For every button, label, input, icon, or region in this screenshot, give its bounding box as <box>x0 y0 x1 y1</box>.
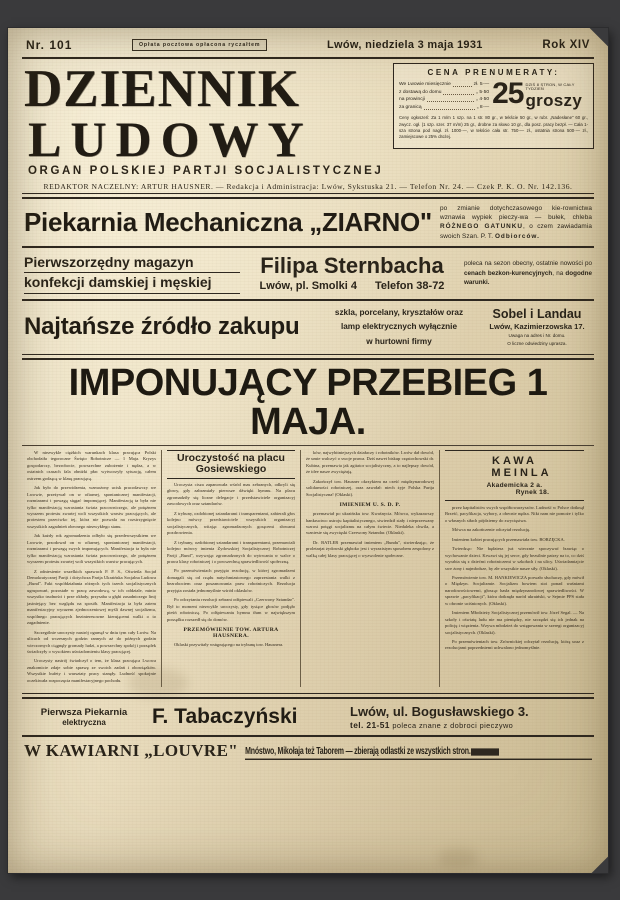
paper-smudge <box>438 848 478 868</box>
divider <box>22 693 594 699</box>
ad-sobel-name: Sobel i Landau <box>492 306 582 321</box>
subscription-rates-list <box>399 81 489 111</box>
ad-tabaczynski-phone: tel. 21-51 <box>350 720 390 731</box>
ad-kawa-line1: KAWA <box>492 454 537 467</box>
ad-sobel-goods: szkla, porcelany, kryształów oraz lamp elektrycznych wyłącznie w hurtowni firmy <box>334 307 464 346</box>
ad-sobel-note2: O liczne odwiedziny uprasza. <box>507 341 567 347</box>
paragraph: Przemówienie tow. M. HANKIEWICZA porwało słuchaczy, gdy mówił o Międzyn. Socjalizmie. Socjalizm bowiem stoi ponad waśniami narodowościowemi, głosząc hasła międzynarodowej sprawiedliwości. W sprawie „pacyfikacji", która dotknęła naród ukraiński, w Sejmie PPS stała w obronie uciśnionych. (Oklaski). <box>445 574 584 606</box>
ad-sobel-landau[interactable] <box>22 303 594 352</box>
paragraph: W niezwykle ciężkich warunkach klasa pracująca Polski obchodziła tegoroczne Święto Robotnicze — 1 Maja. Kryzys gospodarczy, bezrobocie, powszechne zubożenie i nędza, a w ostatnich czasach fala obniżki płac wytworzyły sytuację, całem ostrzem godzącą w klasę pracującą. <box>27 449 156 481</box>
ad-kawa-address1: Akademicka 2 a. <box>486 481 543 489</box>
article-column-4 <box>439 450 589 687</box>
ad-sternbach-address: Lwów, pl. Smolki 4 <box>259 279 357 292</box>
ad-kawa-line2: MEINLA <box>491 466 552 479</box>
paragraph: przez kapitalistów swych współtowarzyszów. Ludność w Polsce dotknął Brześć, pacyfikacja, wybory, a obecnie nędza. Nikt nam nie pomoże i tylko o własnych siłach pójdziemy do zwycięstwa. <box>445 504 584 523</box>
paragraph: Jak każdy rok zgromadzenia odbyło się przedewszystkiem we Lwowie, przodował on w ofiarnej, spontanicznej manifestacji, rozmiarami i powagą swych imponujących. Manifestacja ta była nie tylko manifestacją wzrastania świata pracowniczego, ale potężnem wyrazem protestu zwartej woli wszystkich warstw pracujących. <box>27 533 156 565</box>
paragraph: Imieniem kobiet pracujących przemawiała tow. BORZĘCKA. <box>452 536 565 542</box>
ink-blot <box>471 748 499 755</box>
paragraph: ków, najwybitniejszych działaczy i robotników. Lwów dał dowód, że umie walczyć o swoje prawa. Dziś nawet biskup częstochowski dr. Kubina, przemawia jak agitator socjalistyczny, a to najlepszy dowód, że idee nasze zwyciężają. <box>306 449 434 475</box>
paragraph: Jak było do przewidzenia, wzmożony ucisk pracodawczy we Lwowie, przeżywał on w ofiarnej, spontanicznej manifestacji, rozmiarami i powagą sięgać imponującej. Manifestacją ta była nie tylko manifestacją wzrastania świata pracowniczego, ale potężnem wyrazem protestu zwartej woli wszystkich warstw pracujących, ale protestem przeciwko tej, która nie pozwala na rozstrzygnięcie wszystkich zagadnień obecnego niezwykłego stanu. <box>27 485 156 529</box>
article-columns <box>22 450 594 687</box>
ad-louvre-text: Mnóstwo, Mikołaja też Taborem — zbierają odlastki ze wszystkich stron. <box>245 747 592 760</box>
newspaper-title-line2: LUDOWY <box>28 110 313 167</box>
paragraph: Oklaski przywitały wstępującego na trybunę tow. Hausnera. <box>174 642 284 648</box>
article-column-3 <box>300 450 439 687</box>
ad-ziarno-text: po zmianie dotychczasowego kie-rownictwa wznawia wypiek pieczy-wa — bułek, chleba RÓŻNEGO GATUNKU, o czem zawiadamia swoich Szan. P. T. Odbiorców. <box>440 204 592 240</box>
newspaper-page <box>8 28 608 873</box>
paragraph: Z trybuny, ozdobionej sztandarami i transparentami, zabierali głos kolejno mówcy przedstawiciele wszystkich organizacyj socjalistycznych, witając zgromadzonych gorącemi słowami pozdrowienia. <box>167 510 295 536</box>
ad-sternbach[interactable] <box>22 250 594 297</box>
ad-tabaczynski-line2: elektryczna <box>62 718 106 728</box>
article-column-2 <box>161 450 300 687</box>
price-note: DZIŚ 8 STRON, W CAŁY TYDZIEŃ <box>525 82 575 91</box>
paragraph: przemawiał po ukraińsku tow. Kwaśnycia. Mówca, wykazawszy bankructwo ustroju kapitalistycznego, stwierdził stały i nieprzerwany wzrost potęgi socjalizmu na całym świecie. Niedaleka chwila, a wzniesie się zwycięski Czerwony Sztandar. (Oklaski). <box>306 511 434 536</box>
issue-number: Nr. 101 <box>26 38 73 52</box>
article-subhead-usdp: IMIENIEM U. S. D. P. <box>339 502 401 509</box>
ad-tabaczynski-left <box>24 707 144 728</box>
ad-louvre[interactable] <box>22 739 594 761</box>
ad-sternbach-line1: Pierwszorzędny magazyn <box>24 253 240 273</box>
ad-tabaczynski-tagline: poleca znane z dobroci pieczywo <box>392 721 514 731</box>
paragraph: Dr. BATLER przemawiał imieniem „Bundu", stwierdzając, że proletarjat żydowski głęboko jest i wyrazistym sposobem zespolony z walką całej klasy pracującej o wyzwolenie społeczne. <box>306 539 434 558</box>
ad-tabaczynski-address: Lwów, ul. Bogusławskiego 3. <box>350 704 529 720</box>
paragraph: Po przemówieniach przyjęto rezolucję, w której zgromadzeni domagali się od rządu natychmiastowego zaprzestania walki z bezrobociem oraz poszanowania praw robotniczych. Rezolucja przyjęta została jednomyślnie wśród oklasków. <box>167 568 295 593</box>
paragraph: Z odniesienie wszelkich sprawach P. P. S., Oświetla Socjał Demokratycznej Partji i dotychcza Partja Ukraińska Socjalna Ludowa „Bund". Fakt współdziałania różnych tych trzech socjalistycznych ugrupowań, pozostałe w pracę zawodową, w ich oddziale, minio wszystko trudności i prze okłady, przysaba u głębi zasadniczego linij jastniejący bez względu na sposób. Manifestacja ta była zatem manifestacyjny wyrazem zjednoczeniowej myśli dawnej socjalizmu, wspólnego pracujących bezinteresowne kierującemi walki o to zagadnienie. <box>27 568 156 626</box>
ad-louvre-title: W KAWIARNI „LOUVRE" <box>24 741 239 761</box>
dateline: Lwów, niedziela 3 maja 1931 <box>327 39 483 51</box>
paragraph: Uroczysty nastrój świadczył o tem, że klasa pracująca Lwowa znakomicie zdaje sobie sprawę ze swoich zadań i obowiązków. Wszystkie bufety i warsztaty pracy stanęły. Ludność spokojnie oczekiwała rozpoczęcia manifestacyjnego pochodu. <box>27 658 156 683</box>
ad-sternbach-line2: konfekcji damskiej i męskiej <box>24 273 240 293</box>
paragraph: Zakończył tow. Hausner okrzykiem na cześć międzynarodowej solidarności robotniczej, oraz zawołał: niech żyje Polska Partja Socjalistyczna! (Oklaski). <box>306 478 434 497</box>
advertising-rates-text: Ceny ogłoszeń: Za 1 m/m 1 szp. na 1 str. 80 gr., w tekście 50 gr., w rubr. „Nadesłane" 60 gr., zwycz. ogł. (1 szp. szer. 37 m/m) 25 gr., drobne za słowo 10 gr., dla posz. pracy bezpł. — Cała 1-sza strona pod nagł. zł. 1000·—, w tekście cała str. 750·— zł., ostatnia strona 500·— zł., zamiejscowe o 25% drożej. <box>399 115 588 140</box>
masthead <box>22 61 594 177</box>
price-number: 25 <box>492 77 524 110</box>
ad-tabaczynski[interactable] <box>22 701 594 733</box>
rate-row: za granicą „ 8·— <box>399 104 490 110</box>
divider <box>22 246 594 248</box>
single-copy-price <box>492 77 588 110</box>
paragraph: Uroczysta cisza zapanowała wśród mas zebranych, odkryli się głowy, gdy zabrzmiały pierwsze dźwięki hymnu. Na placu zgromadziły się liczne delegacje i przedstawiciele organizacyj zawodowych oraz sztandarów. <box>167 481 295 507</box>
paragraph: Twierdząc: Nie będziesz już wiecznie spoczywać łzawiąc o wychowanie dzieci. Krwawi się jej serce, gdy bezsilnie patrzy na to, co dziś wyrabia się z dziećmi robotniczemi w szkołach i na ulicy. Uświadamiajcie swe żony i najmłodsze, by złe wszystkie nasze siły. (Oklaski). <box>445 546 584 571</box>
ad-sternbach-left <box>24 253 240 294</box>
price-unit: groszy <box>525 91 583 110</box>
rate-row: We Lwowie miesięcznie zł. 5·— <box>399 82 490 87</box>
ad-sobel-contact <box>482 307 592 348</box>
ad-tabaczynski-name: F. Tabaczyński <box>152 705 298 729</box>
newspaper-title-line1: DZIENNIK <box>24 60 301 118</box>
divider <box>22 299 594 301</box>
ad-tabaczynski-right <box>350 704 592 730</box>
article-subhead-hausner: PRZEMÓWIENIE TOW. ARTURA HAUSNERA. <box>183 627 279 640</box>
ad-ziarno[interactable] <box>22 201 594 244</box>
paragraph: Mówca na zakończenie odczytał rezolucję. <box>452 527 531 533</box>
subscription-price-box <box>393 63 594 149</box>
paragraph: Szczególnie uroczysty nastrój ogarnął w dniu tym cały Lwów. Na ulicach od wczesnych godzin rannych aż do późnych godzin wieczornych ciągnęły gromady ludzi, a powszechny spokój i porządek świadczyły o wysokiem uświadomieniu klasy pracującej. <box>27 629 156 655</box>
ad-kawa-address2: Rynek 18. <box>515 488 550 496</box>
ad-sternbach-middle <box>247 252 457 292</box>
price-box-heading: CENA PRENUMERATY: <box>427 68 560 77</box>
ad-sobel-address: Lwów, Kazimierzowska 17. <box>489 321 585 331</box>
masthead-topbar <box>22 38 594 55</box>
divider <box>22 354 594 360</box>
paragraph: Z trybuny, ozdobionej sztandarami i transparentami, przemawiali kolejno mówcy imienia Żydowskiej Socjalistycznej Robotniczej Partji „Bund", wzywając zgromadzonych do wytrwania w walce o prawa klasy robotniczej i o powszechną sprawiedliwość społeczną. <box>167 539 295 564</box>
ad-sobel-note1: Uwaga na adres i Nr. domu. <box>508 332 566 338</box>
divider <box>22 57 594 59</box>
paragraph: Po przemówieniach tow. Zrównickiej odczytał rezolucję, którą uraz z rezolucjami poprzedniemi uchwalono jednomyślnie. <box>445 639 584 651</box>
ad-sternbach-name: Filipa Sternbacha <box>260 252 444 278</box>
volume-year: Rok XIV <box>542 39 590 51</box>
main-headline: IMPONUJĄCY PRZEBIEG 1 MAJA. <box>68 361 548 444</box>
article-column-1 <box>22 450 161 687</box>
article-subhead-gosiewski: Uroczystość na placu Gosiewskiego <box>167 450 295 479</box>
divider <box>22 193 594 199</box>
ad-sternbach-phone: Telefon 38-72 <box>374 279 445 292</box>
ad-sobel-slogan: Najtańsze źródło zakupu <box>24 313 300 341</box>
ad-kawa-meinla[interactable] <box>445 450 584 501</box>
ad-tabaczynski-line1: Pierwsza Piekarnia <box>40 706 128 718</box>
paragraph: Po odczytaniu rezolucji zebrani odśpiewali „Czerwony Sztandar". Był to moment niezwykle uroczysty, gdy tysiące głosów podjęło pieśń robotniczą. Po odśpiewaniu hymnu tłum w największym porządku rozszedł się do domów. <box>167 597 295 622</box>
paragraph: Imieniem Młodzieży Socjalistycznej przemówił tow. Józef Segal. — Na szkoły i oświatę ludu nie ma pieniędzy, nie szczędzi się ich jednak na policję i więzienia. Wzywa młodzież do wstępowania w szeregi organizacyj socjalistycznych. (Oklaski). <box>445 610 584 635</box>
ad-ziarno-title: Piekarnia Mechaniczna „ZIARNO" <box>24 207 432 238</box>
rate-row: z dostawą do domu „ 5·50 <box>399 89 490 95</box>
postal-stamp: Opłata pocztowa opłacona ryczałtem <box>132 39 267 51</box>
rate-row: na prowincji „ 4·50 <box>399 97 490 103</box>
divider <box>22 735 594 737</box>
newspaper-organ-subtitle: ORGAN POLSKIEJ PARTJI SOCJALISTYCZNEJ <box>28 164 384 177</box>
divider <box>22 445 594 446</box>
ad-sternbach-text: poleca na sezon obecny, ostatnie nowości po cenach bezkon-kurencyjnych, na dogodne warunki. <box>464 260 592 287</box>
page-corner <box>591 856 608 873</box>
editor-imprint-line: REDAKTOR NACZELNY: ARTUR HAUSNER. — Redakcja i Administracja: Lwów, Sykstuska 21. — Telefon Nr. 24. — Czek P. K. O. Nr. 142.136. <box>43 181 573 191</box>
